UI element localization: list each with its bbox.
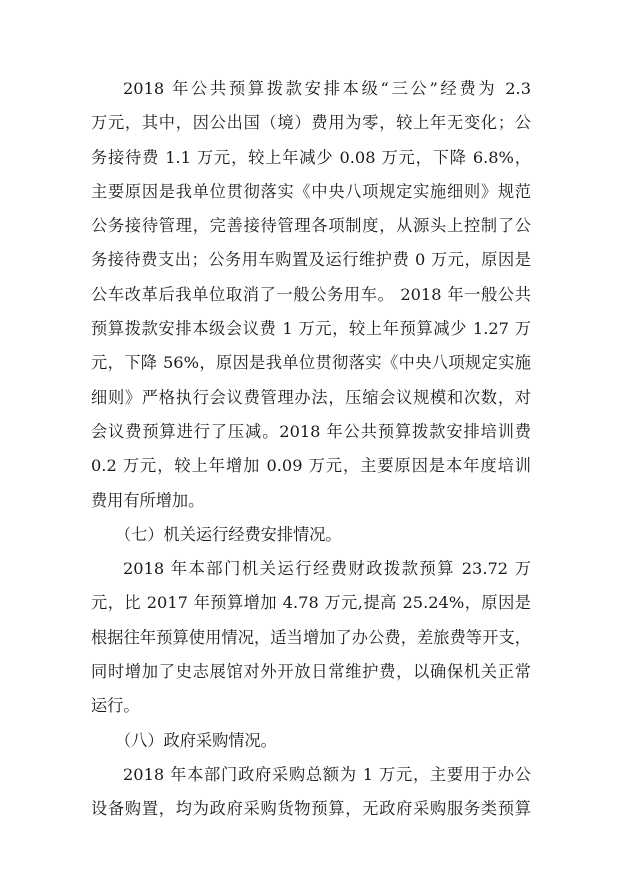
text-line: 设备购置，均为政府采购货物预算，无政府采购服务类预算 [91,799,531,819]
text-line: 运行。 [91,696,140,716]
text-line: 2018 年本部门机关运行经费财政拨款预算 23.72 万 [123,559,531,579]
text-line: 2018 年公共预算拨款安排本级“三公”经费为 2.3 [123,79,531,98]
document-body [91,72,531,827]
text-line: 费用有所增加。 [91,490,205,510]
text-line: 主要原因是我单位贯彻落实《中央八项规定实施细则》规范 [91,181,531,201]
text-line: 务接待费支出；公务用车购置及运行维护费 0 万元，原因是 [91,250,531,270]
text-line: 0.2 万元，较上年增加 0.09 万元，主要原因是本年度培训 [91,456,531,476]
text-line: 会议费预算进行了压减。2018 年公共预算拨款安排培训费 [91,421,531,441]
text-line: 万元，其中，因公出国（境）费用为零，较上年无变化；公 [91,113,531,133]
text-line: 公务接待管理，完善接待管理各项制度，从源头上控制了公 [91,216,531,236]
section-heading: （七）机关运行经费安排情况。 [115,524,342,544]
text-line: 公车改革后我单位取消了一般公务用车。 2018 年一般公共 [91,284,531,304]
section-heading: （八）政府采购情况。 [115,730,277,750]
text-line: 2018 年本部门政府采购总额为 1 万元，主要用于办公 [123,764,531,784]
text-line: 务接待费 1.1 万元，较上年减少 0.08 万元，下降 6.8%， [91,147,531,167]
text-line: 细则》严格执行会议费管理办法，压缩会议规模和次数，对 [91,387,531,407]
text-line: 根据往年预算使用情况，适当增加了办公费，差旅费等开支， [91,627,531,647]
text-line: 同时增加了史志展馆对外开放日常维护费，以确保机关正常 [91,662,531,682]
text-line: 元，比 2017 年预算增加 4.78 万元,提高 25.24%，原因是 [91,593,531,613]
text-line: 元，下降 56%，原因是我单位贯彻落实《中央八项规定实施 [91,353,531,373]
text-line: 预算拨款安排本级会议费 1 万元，较上年预算减少 1.27 万 [91,319,531,339]
